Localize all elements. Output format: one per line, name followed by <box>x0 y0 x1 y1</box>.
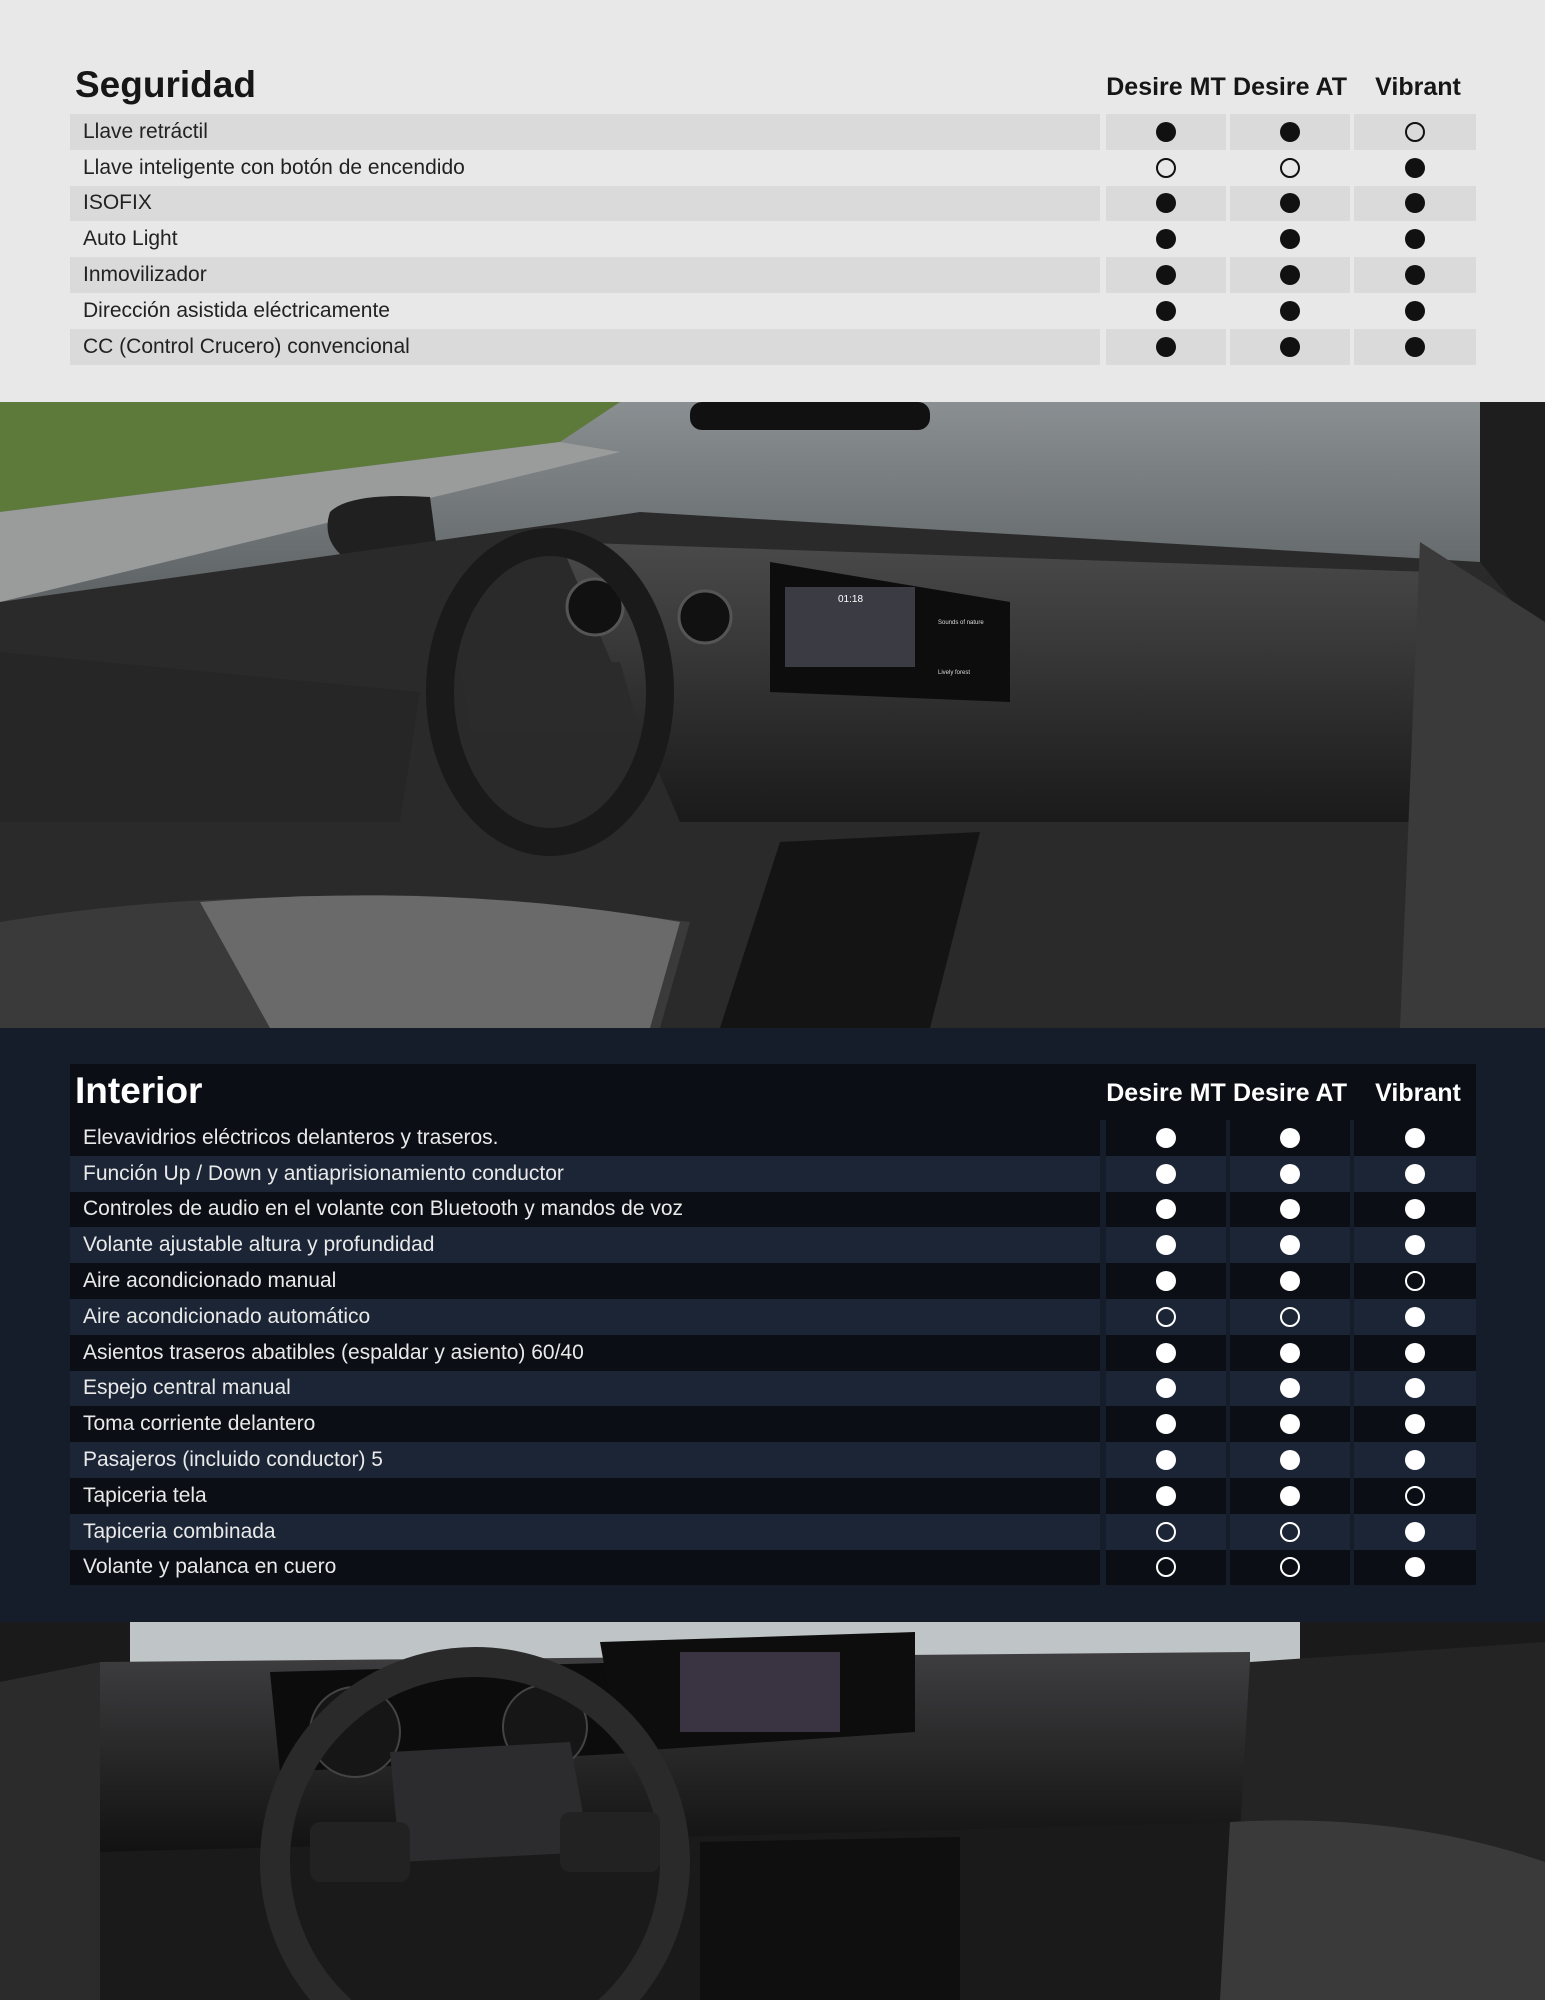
row-cell <box>1106 257 1226 293</box>
col-desire-mt: Desire MT <box>1106 1079 1226 1107</box>
row-cell <box>1354 1299 1476 1335</box>
table-row <box>70 293 1476 329</box>
filled-circle-icon <box>1156 1128 1176 1148</box>
table-row <box>70 1442 1476 1478</box>
row-cell <box>1230 1406 1350 1442</box>
filled-circle-icon <box>1156 1343 1176 1363</box>
filled-circle-icon <box>1405 1307 1425 1327</box>
empty-circle-icon <box>1156 1557 1176 1577</box>
row-cell <box>1106 186 1226 222</box>
row-label: Toma corriente delantero <box>70 1406 1100 1442</box>
clock-text: 01:18 <box>838 594 864 605</box>
table-row <box>70 1156 1476 1192</box>
filled-circle-icon <box>1280 1235 1300 1255</box>
row-cell <box>1106 150 1226 186</box>
filled-circle-icon <box>1405 193 1425 213</box>
row-cell <box>1354 150 1476 186</box>
empty-circle-icon <box>1280 1307 1300 1327</box>
row-label: Llave inteligente con botón de encendido <box>70 150 1100 186</box>
row-cell <box>1230 150 1350 186</box>
row-label: CC (Control Crucero) convencional <box>70 329 1100 365</box>
row-cell <box>1354 1478 1476 1514</box>
filled-circle-icon <box>1156 1199 1176 1219</box>
row-cell <box>1106 114 1226 150</box>
row-cell <box>1230 1514 1350 1550</box>
row-label: Auto Light <box>70 221 1100 257</box>
filled-circle-icon <box>1280 1414 1300 1434</box>
filled-circle-icon <box>1156 229 1176 249</box>
row-label: Tapiceria tela <box>70 1478 1100 1514</box>
col-desire-at: Desire AT <box>1233 73 1347 101</box>
table-row <box>70 1406 1476 1442</box>
filled-circle-icon <box>1405 1522 1425 1542</box>
row-cell <box>1354 1227 1476 1263</box>
table-row <box>70 1263 1476 1299</box>
filled-circle-icon <box>1405 1128 1425 1148</box>
table-row <box>70 221 1476 257</box>
row-cell <box>1230 186 1350 222</box>
row-cell <box>1106 1514 1226 1550</box>
table-row <box>70 329 1476 365</box>
row-cell <box>1354 329 1476 365</box>
row-label: Aire acondicionado manual <box>70 1263 1100 1299</box>
filled-circle-icon <box>1280 122 1300 142</box>
filled-circle-icon <box>1405 337 1425 357</box>
screen-sub-text: Lively forest <box>938 670 971 676</box>
row-cell <box>1230 329 1350 365</box>
row-cell <box>1106 1120 1226 1156</box>
row-cell <box>1354 1335 1476 1371</box>
filled-circle-icon <box>1405 301 1425 321</box>
row-label: Inmovilizador <box>70 257 1100 293</box>
row-label: Llave retráctil <box>70 114 1100 150</box>
filled-circle-icon <box>1405 229 1425 249</box>
filled-circle-icon <box>1156 1414 1176 1434</box>
filled-circle-icon <box>1156 122 1176 142</box>
filled-circle-icon <box>1156 337 1176 357</box>
row-cell <box>1230 1263 1350 1299</box>
row-cell <box>1354 1550 1476 1586</box>
seguridad-title: Seguridad <box>75 64 256 105</box>
row-cell <box>1354 1263 1476 1299</box>
row-cell <box>1106 1478 1226 1514</box>
table-row <box>70 257 1476 293</box>
row-cell <box>1106 1550 1226 1586</box>
empty-circle-icon <box>1156 158 1176 178</box>
row-cell <box>1230 293 1350 329</box>
table-row <box>70 1335 1476 1371</box>
table-row <box>70 1478 1476 1514</box>
row-label: Asientos traseros abatibles (espaldar y asiento) 60/40 <box>70 1335 1100 1371</box>
row-cell <box>1106 293 1226 329</box>
row-cell <box>1230 1442 1350 1478</box>
row-cell <box>1354 1192 1476 1228</box>
row-cell <box>1354 1406 1476 1442</box>
filled-circle-icon <box>1405 158 1425 178</box>
row-label: Elevavidrios eléctricos delanteros y traseros. <box>70 1120 1100 1156</box>
row-cell <box>1106 1371 1226 1407</box>
interior-title: Interior <box>75 1070 203 1111</box>
row-cell <box>1354 186 1476 222</box>
row-cell <box>1354 1120 1476 1156</box>
row-cell <box>1106 1299 1226 1335</box>
row-cell <box>1106 1263 1226 1299</box>
row-cell <box>1230 257 1350 293</box>
table-row <box>70 1120 1476 1156</box>
row-label: Pasajeros (incluido conductor) 5 <box>70 1442 1100 1478</box>
interior-table <box>70 1064 1476 1585</box>
filled-circle-icon <box>1405 1235 1425 1255</box>
empty-circle-icon <box>1405 1271 1425 1291</box>
filled-circle-icon <box>1280 1343 1300 1363</box>
interior-photo-front <box>0 1622 1545 2000</box>
row-label: Función Up / Down y antiaprisionamiento conductor <box>70 1156 1100 1192</box>
filled-circle-icon <box>1280 229 1300 249</box>
table-row <box>70 1299 1476 1335</box>
row-cell <box>1354 1442 1476 1478</box>
filled-circle-icon <box>1405 1164 1425 1184</box>
row-label: Aire acondicionado automático <box>70 1299 1100 1335</box>
row-cell <box>1230 1120 1350 1156</box>
table-row <box>70 150 1476 186</box>
row-cell <box>1230 221 1350 257</box>
filled-circle-icon <box>1156 1378 1176 1398</box>
row-label: Controles de audio en el volante con Bluetooth y mandos de voz <box>70 1192 1100 1228</box>
filled-circle-icon <box>1280 1378 1300 1398</box>
row-cell <box>1106 1192 1226 1228</box>
row-cell <box>1354 257 1476 293</box>
row-cell <box>1230 1156 1350 1192</box>
row-cell <box>1230 1192 1350 1228</box>
row-cell <box>1230 114 1350 150</box>
row-cell <box>1354 1156 1476 1192</box>
empty-circle-icon <box>1405 122 1425 142</box>
filled-circle-icon <box>1156 1486 1176 1506</box>
filled-circle-icon <box>1405 1199 1425 1219</box>
row-label: Volante ajustable altura y profundidad <box>70 1227 1100 1263</box>
row-cell <box>1106 1335 1226 1371</box>
row-cell <box>1230 1299 1350 1335</box>
interior-photo-side <box>0 402 1545 1028</box>
empty-circle-icon <box>1280 1522 1300 1542</box>
col-desire-at: Desire AT <box>1233 1079 1347 1107</box>
filled-circle-icon <box>1280 337 1300 357</box>
filled-circle-icon <box>1156 301 1176 321</box>
row-cell <box>1230 1550 1350 1586</box>
interior-header <box>70 1064 1476 1120</box>
table-row <box>70 1227 1476 1263</box>
row-cell <box>1354 114 1476 150</box>
filled-circle-icon <box>1280 1199 1300 1219</box>
row-cell <box>1106 221 1226 257</box>
row-cell <box>1354 221 1476 257</box>
filled-circle-icon <box>1280 193 1300 213</box>
filled-circle-icon <box>1156 1235 1176 1255</box>
row-cell <box>1106 1227 1226 1263</box>
empty-circle-icon <box>1156 1307 1176 1327</box>
filled-circle-icon <box>1405 1343 1425 1363</box>
row-cell <box>1106 1442 1226 1478</box>
filled-circle-icon <box>1156 1450 1176 1470</box>
filled-circle-icon <box>1156 265 1176 285</box>
table-row <box>70 1550 1476 1586</box>
table-row <box>70 114 1476 150</box>
row-cell <box>1354 1371 1476 1407</box>
row-cell <box>1230 1227 1350 1263</box>
row-cell <box>1354 293 1476 329</box>
filled-circle-icon <box>1280 1164 1300 1184</box>
filled-circle-icon <box>1405 1414 1425 1434</box>
filled-circle-icon <box>1280 301 1300 321</box>
row-cell <box>1106 1156 1226 1192</box>
col-vibrant: Vibrant <box>1375 73 1461 101</box>
row-label: ISOFIX <box>70 186 1100 222</box>
table-row <box>70 1514 1476 1550</box>
seguridad-header <box>70 58 1476 114</box>
table-row <box>70 1371 1476 1407</box>
seguridad-table <box>70 58 1476 365</box>
empty-circle-icon <box>1156 1522 1176 1542</box>
table-row <box>70 1192 1476 1228</box>
filled-circle-icon <box>1280 1450 1300 1470</box>
row-cell <box>1230 1478 1350 1514</box>
filled-circle-icon <box>1280 265 1300 285</box>
screen-title-text: Sounds of nature <box>938 620 984 626</box>
row-label: Tapiceria combinada <box>70 1514 1100 1550</box>
empty-circle-icon <box>1405 1486 1425 1506</box>
filled-circle-icon <box>1405 265 1425 285</box>
row-cell <box>1106 329 1226 365</box>
row-cell <box>1230 1371 1350 1407</box>
filled-circle-icon <box>1156 1271 1176 1291</box>
filled-circle-icon <box>1156 1164 1176 1184</box>
empty-circle-icon <box>1280 1557 1300 1577</box>
row-cell <box>1106 1406 1226 1442</box>
empty-circle-icon <box>1280 158 1300 178</box>
row-label: Volante y palanca en cuero <box>70 1550 1100 1586</box>
filled-circle-icon <box>1280 1128 1300 1148</box>
col-vibrant: Vibrant <box>1375 1079 1461 1107</box>
table-row <box>70 186 1476 222</box>
row-label: Espejo central manual <box>70 1371 1100 1407</box>
filled-circle-icon <box>1405 1557 1425 1577</box>
row-cell <box>1354 1514 1476 1550</box>
filled-circle-icon <box>1280 1271 1300 1291</box>
filled-circle-icon <box>1405 1378 1425 1398</box>
col-desire-mt: Desire MT <box>1106 73 1226 101</box>
row-label: Dirección asistida eléctricamente <box>70 293 1100 329</box>
filled-circle-icon <box>1156 193 1176 213</box>
filled-circle-icon <box>1405 1450 1425 1470</box>
filled-circle-icon <box>1280 1486 1300 1506</box>
row-cell <box>1230 1335 1350 1371</box>
